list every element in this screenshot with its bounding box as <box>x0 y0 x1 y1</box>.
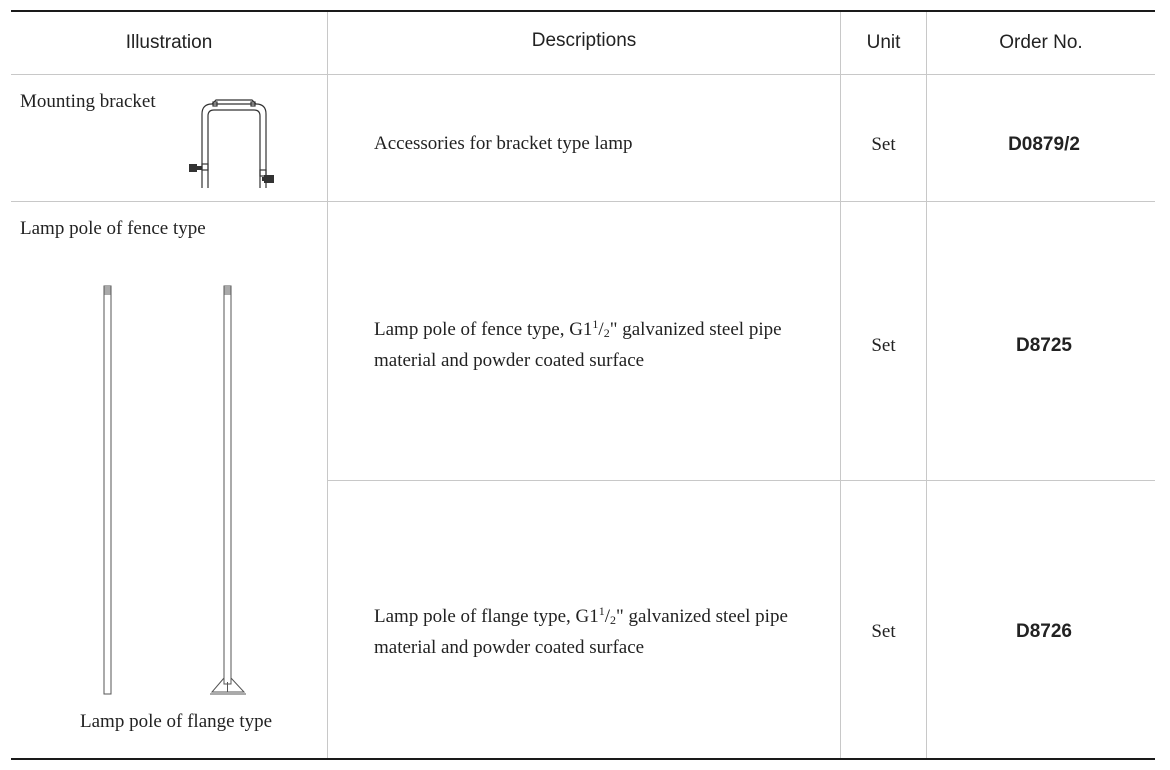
row2-order-no: D8725 <box>1016 335 1072 356</box>
row2-fraction-numerator: 1 <box>592 317 599 331</box>
header-divider <box>11 74 1155 75</box>
row3-order-no: D8726 <box>1016 621 1072 642</box>
table-bottom-rule <box>11 758 1155 760</box>
header-order-no: Order No. <box>999 32 1083 53</box>
row1-order-no: D0879/2 <box>1008 134 1080 155</box>
row3-description <box>374 601 788 663</box>
column-divider-1 <box>327 12 328 758</box>
header-illustration: Illustration <box>125 32 213 53</box>
row3-description-pre: Lamp pole of flange type, G1 <box>374 606 599 627</box>
row3-description-line2: material and powder coated surface <box>374 637 645 658</box>
row2-illustration-label: Lamp pole of fence type <box>20 218 206 239</box>
row-divider-1 <box>11 201 1155 202</box>
row3-fraction-denominator: 2 <box>610 613 617 627</box>
row3-illustration-label: Lamp pole of flange type <box>80 711 273 732</box>
row2-unit: Set <box>871 335 896 356</box>
flange-pole-illustration <box>208 282 248 698</box>
row1-description: Accessories for bracket type lamp <box>374 133 633 154</box>
row3-unit: Set <box>871 621 896 642</box>
row2-description-line1: Lamp pole of fence type, $G1^1/_2$" galvanized steel pipe <box>374 317 782 340</box>
row3-description-line1: Lamp pole of flange type, $G1^1/_2$" galvanized steel pipe <box>374 604 788 627</box>
row1-illustration-label: Mounting bracket <box>20 91 156 112</box>
row2-fraction-denominator: 2 <box>603 326 610 340</box>
row2-description <box>374 314 782 376</box>
header-unit: Unit <box>866 32 901 53</box>
row3-fraction-numerator: 1 <box>598 604 605 618</box>
header-descriptions: Descriptions <box>531 30 637 51</box>
row2-description-post: " galvanized steel pipe <box>609 319 782 340</box>
mounting-bracket-illustration <box>186 98 276 192</box>
row2-description-pre: Lamp pole of fence type, G1 <box>374 319 593 340</box>
fence-pole-illustration <box>98 282 118 698</box>
row1-unit: Set <box>871 134 896 155</box>
row3-description-post: " galvanized steel pipe <box>616 606 788 627</box>
row2-description-line2: material and powder coated surface <box>374 350 645 371</box>
row-divider-2 <box>328 480 1155 481</box>
